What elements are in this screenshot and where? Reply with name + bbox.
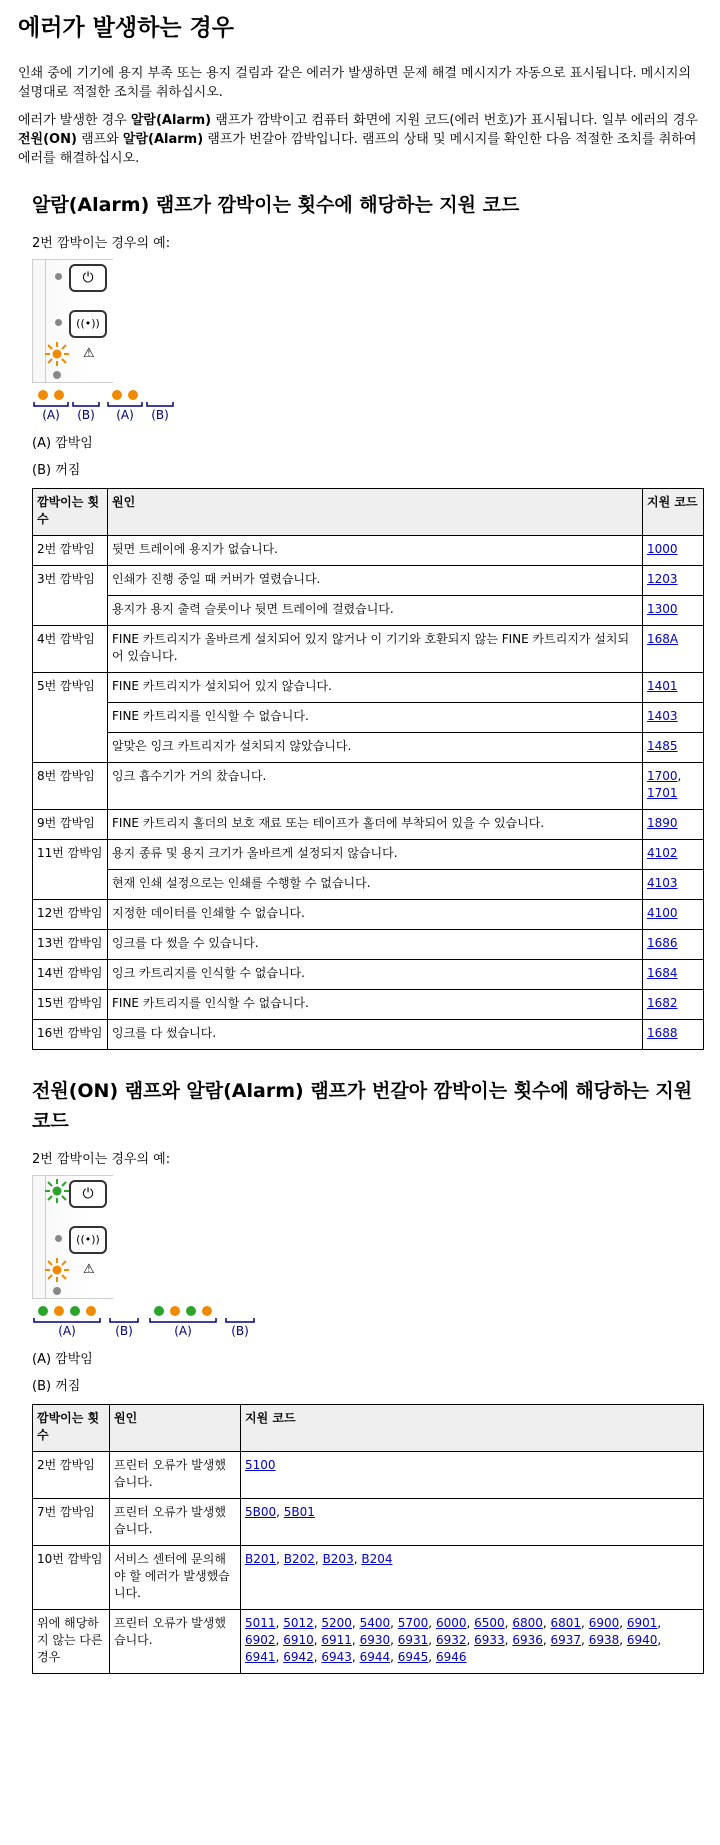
table-row [33, 673, 704, 703]
cause-cell: 용지가 용지 출력 슬롯이나 뒷면 트레이에 걸렸습니다. [108, 596, 643, 626]
support-code-link[interactable]: 1485 [647, 739, 678, 753]
table-row [33, 1020, 704, 1050]
column-header: 원인 [110, 1405, 241, 1452]
bracket-a [34, 1318, 100, 1322]
warning-icon: ⚠ [83, 346, 95, 361]
bracket-b [73, 402, 99, 406]
blink-count-cell: 3번 깜박임 [33, 566, 108, 626]
intro-text: 에러가 발생한 경우 [18, 113, 131, 128]
support-code-link[interactable]: 5012 [283, 1616, 314, 1630]
bracket-a [108, 402, 142, 406]
cause-cell: FINE 카트리지를 인식할 수 없습니다. [108, 990, 643, 1020]
green-led-dot [38, 1306, 48, 1316]
power-indicator-dot [55, 273, 62, 280]
table-row [33, 536, 704, 566]
table-row [33, 763, 704, 810]
example-caption: 2번 깜박이는 경우의 예: [32, 1152, 171, 1167]
support-code-cell [643, 960, 704, 990]
support-code-link[interactable]: 6938 [588, 1633, 620, 1647]
support-code-link[interactable]: 6933 [474, 1633, 505, 1647]
blink-count-cell: 9번 깜박임 [33, 810, 108, 840]
wifi-indicator-dot [55, 1235, 62, 1242]
support-code-link[interactable]: B202 [283, 1552, 315, 1566]
section-alarm [18, 232, 702, 1050]
blink-label: (B) [151, 408, 169, 422]
support-code-link[interactable]: 1701 [647, 786, 678, 800]
table-row [33, 930, 704, 960]
support-code-link[interactable]: 1688 [647, 1026, 678, 1040]
blink-count-cell: 5번 깜박임 [33, 673, 108, 763]
power-alarm-support-code-table [32, 1404, 704, 1674]
cause-cell: 서비스 센터에 문의해야 할 에러가 발생했습니다. [110, 1546, 241, 1610]
table-row [33, 990, 704, 1020]
support-code-cell: 5B00, 5B01 [241, 1499, 704, 1546]
intro-paragraph-2 [18, 111, 702, 168]
bracket-b [147, 402, 173, 406]
warning-icon: ⚠ [83, 1262, 95, 1277]
support-code-link[interactable]: 5400 [359, 1616, 391, 1630]
power-icon: ⏻ [69, 1180, 107, 1208]
green-led-dot [186, 1306, 196, 1316]
lower-indicator-dot [53, 371, 61, 379]
page-title: 에러가 발생하는 경우 [18, 15, 234, 41]
cause-cell: 뒷면 트레이에 용지가 없습니다. [108, 536, 643, 566]
blink-count-cell: 10번 깜박임 [33, 1546, 110, 1610]
blink-count-cell: 13번 깜박임 [33, 930, 108, 960]
support-code-link[interactable]: 6000 [435, 1616, 467, 1630]
cause-cell: 프린터 오류가 발생했습니다. [110, 1452, 241, 1499]
blink-count-cell: 11번 깜박임 [33, 840, 108, 900]
table-row [33, 733, 704, 763]
column-header: 깜박이는 횟수 [33, 1405, 110, 1452]
support-code-cell [643, 536, 704, 566]
support-code-cell [643, 870, 704, 900]
intro-text: 램프가 번갈아 깜박입니다. 램프의 상태 및 메시지를 확인한 다음 적절한 조치를 취하여 에러를 해결하십시오. [18, 132, 697, 166]
section-heading-power-alarm: 전원(ON) 램프와 알람(Alarm) 램프가 번갈아 깜박이는 횟수에 해당하는 지원 코드 [32, 1080, 693, 1132]
table-row [33, 596, 704, 626]
table-row [33, 960, 704, 990]
support-code-link[interactable]: 1203 [647, 572, 678, 586]
cause-cell: FINE 카트리지가 올바르게 설치되어 있지 않거나 이 기기와 호환되지 않는 FINE 카트리지가 설치되어 있습니다. [108, 626, 643, 673]
support-code-cell [643, 733, 704, 763]
support-code-link[interactable]: 6937 [550, 1633, 582, 1647]
orange-led-dot [202, 1306, 212, 1316]
bracket-b [226, 1318, 254, 1322]
column-header: 원인 [108, 489, 643, 536]
blink-label: (B) [231, 1324, 249, 1338]
alarm-term: 알람(Alarm) [130, 113, 212, 128]
green-led-dot [154, 1306, 164, 1316]
table-row [33, 900, 704, 930]
column-header: 지원 코드 [643, 489, 704, 536]
table-row [33, 703, 704, 733]
blink-label: (B) [77, 408, 95, 422]
support-code-link[interactable]: 4102 [647, 846, 678, 860]
legend-blink: (A) 깜박임 [32, 436, 93, 451]
support-code-link[interactable]: 5100 [245, 1458, 276, 1472]
support-code-link[interactable]: 6946 [435, 1650, 467, 1664]
support-code-cell [643, 566, 704, 596]
cause-cell: 지정한 데이터를 인쇄할 수 없습니다. [108, 900, 643, 930]
bracket-b [110, 1318, 138, 1322]
blink-label: (A) [174, 1324, 192, 1338]
support-code-cell: 1700, 1701 [643, 763, 704, 810]
support-code-link[interactable]: 6900 [588, 1616, 620, 1630]
legend-blink: (A) 깜박임 [32, 1352, 93, 1367]
support-code-link[interactable]: 6943 [321, 1650, 352, 1664]
blink-label: (A) [42, 408, 60, 422]
support-code-link[interactable]: 6930 [359, 1633, 391, 1647]
section-heading-alarm: 알람(Alarm) 램프가 깜박이는 횟수에 해당하는 지원 코드 [32, 194, 520, 216]
table-row [33, 1610, 704, 1674]
support-code-link[interactable]: B201 [245, 1552, 277, 1566]
support-code-link[interactable]: 5200 [321, 1616, 352, 1630]
orange-led-dot [54, 390, 64, 400]
orange-led-dot [112, 390, 122, 400]
support-code-link[interactable]: 6910 [283, 1633, 314, 1647]
blink-pattern-diagram [32, 389, 702, 423]
support-code-link[interactable]: 6936 [512, 1633, 543, 1647]
alarm-term: 알람(Alarm) [122, 132, 204, 147]
support-code-link[interactable]: 6942 [283, 1650, 314, 1664]
support-code-cell [643, 930, 704, 960]
lower-indicator-dot [53, 1287, 61, 1295]
cause-cell: 용지 종류 및 용지 크기가 올바르게 설정되지 않습니다. [108, 840, 643, 870]
blink-count-cell: 12번 깜박임 [33, 900, 108, 930]
table-row [33, 870, 704, 900]
blink-count-cell: 7번 깜박임 [33, 1499, 110, 1546]
table-header-row [33, 489, 704, 536]
power-term: 전원(ON) [18, 132, 77, 147]
cause-cell: 잉크 흡수기가 거의 찼습니다. [108, 763, 643, 810]
cause-cell: FINE 카트리지 홀더의 보호 재료 또는 테이프가 홀더에 부착되어 있을 수 있습니다. [108, 810, 643, 840]
support-code-link[interactable]: 1684 [647, 966, 678, 980]
printer-panel-illustration [32, 1175, 113, 1299]
support-code-link[interactable]: 6944 [359, 1650, 391, 1664]
support-code-link[interactable]: 6931 [397, 1633, 429, 1647]
blink-count-cell: 위에 해당하지 않는 다른 경우 [33, 1610, 110, 1674]
legend-off: (B) 꺼짐 [32, 1379, 81, 1394]
support-code-link[interactable]: 168A [647, 632, 679, 646]
support-code-link[interactable]: 1300 [647, 602, 678, 616]
support-code-link[interactable]: B203 [322, 1552, 354, 1566]
support-code-link[interactable]: 6902 [245, 1633, 276, 1647]
support-code-cell [643, 900, 704, 930]
support-code-cell: 5011, 5012, 5200, 5400, 5700, 6000, 6500, 6800, 6801, 6900, 6901, 6902, 6910, 6911, 6930, 6931, 6932, 6933, 6936, 6937, 6938, 6940, 6941, 6942, 6943, 6944, 6945, 6946 [241, 1610, 704, 1674]
printer-panel-illustration [32, 259, 113, 383]
support-code-link[interactable]: 1700 [647, 769, 678, 783]
support-code-cell: B201, B202, B203, B204 [241, 1546, 704, 1610]
blink-count-cell: 15번 깜박임 [33, 990, 108, 1020]
alarm-support-code-table [32, 488, 704, 1050]
table-row [33, 1546, 704, 1610]
support-code-cell [643, 673, 704, 703]
blink-count-cell: 2번 깜박임 [33, 536, 108, 566]
support-code-link[interactable]: 5700 [397, 1616, 429, 1630]
blink-count-cell: 4번 깜박임 [33, 626, 108, 673]
blink-pattern-svg [32, 389, 192, 423]
bracket-a [34, 402, 68, 406]
intro-paragraph-1: 인쇄 중에 기기에 용지 부족 또는 용지 걸림과 같은 에러가 발생하면 문제 해결 메시지가 자동으로 표시됩니다. 메시지의 설명대로 적절한 조치를 취하십시오. [18, 66, 692, 100]
table-body [33, 1452, 704, 1674]
blink-count-cell: 2번 깜박임 [33, 1452, 110, 1499]
blink-count-cell: 8번 깜박임 [33, 763, 108, 810]
blink-pattern-diagram [32, 1305, 702, 1339]
alarm-lamp-blinking-icon [44, 341, 70, 367]
cause-cell: 알맞은 잉크 카트리지가 설치되지 않았습니다. [108, 733, 643, 763]
table-row [33, 1499, 704, 1546]
cause-cell: 잉크를 다 썼을 수 있습니다. [108, 930, 643, 960]
support-code-link[interactable]: 6945 [397, 1650, 429, 1664]
support-code-link[interactable]: 1890 [647, 816, 678, 830]
support-code-link[interactable]: 6941 [245, 1650, 276, 1664]
support-code-link[interactable]: 4103 [647, 876, 678, 890]
column-header: 지원 코드 [241, 1405, 704, 1452]
support-code-link[interactable]: 1682 [647, 996, 678, 1010]
cause-cell: 프린터 오류가 발생했습니다. [110, 1499, 241, 1546]
support-code-cell [643, 840, 704, 870]
wifi-icon: ((•)) [69, 1226, 107, 1254]
support-code-link[interactable]: 6911 [321, 1633, 352, 1647]
intro-text: 램프가 깜박이고 컴퓨터 화면에 지원 코드(에러 번호)가 표시됩니다. 일부 에러의 경우 [211, 113, 698, 128]
section-power-alarm [18, 1148, 702, 1674]
support-code-cell [643, 810, 704, 840]
support-code-cell [643, 703, 704, 733]
support-code-link[interactable]: 6500 [474, 1616, 505, 1630]
support-code-link[interactable]: 6901 [626, 1616, 658, 1630]
legend-off: (B) 꺼짐 [32, 463, 81, 478]
blink-pattern-svg [32, 1305, 262, 1339]
cause-cell: 현재 인쇄 설정으로는 인쇄를 수행할 수 없습니다. [108, 870, 643, 900]
support-code-link[interactable]: 6801 [550, 1616, 582, 1630]
table-header-row [33, 1405, 704, 1452]
orange-led-dot [128, 390, 138, 400]
table-row [33, 626, 704, 673]
support-code-link[interactable]: 5011 [245, 1616, 276, 1630]
cause-cell: 잉크를 다 썼습니다. [108, 1020, 643, 1050]
cause-cell: 프린터 오류가 발생했습니다. [110, 1610, 241, 1674]
orange-led-dot [54, 1306, 64, 1316]
support-code-link[interactable]: 6940 [626, 1633, 658, 1647]
support-code-cell [643, 626, 704, 673]
orange-led-dot [38, 390, 48, 400]
support-code-cell [643, 596, 704, 626]
column-header: 깜박이는 횟수 [33, 489, 108, 536]
blink-count-cell: 14번 깜박임 [33, 960, 108, 990]
support-code-link[interactable]: 6932 [435, 1633, 467, 1647]
support-code-link[interactable]: B204 [361, 1552, 393, 1566]
support-code-cell [241, 1452, 704, 1499]
orange-led-dot [86, 1306, 96, 1316]
orange-led-dot [170, 1306, 180, 1316]
wifi-icon: ((•)) [69, 310, 107, 338]
cause-cell: FINE 카트리지를 인식할 수 없습니다. [108, 703, 643, 733]
table-body [33, 536, 704, 1050]
support-code-link[interactable]: 4100 [647, 906, 678, 920]
power-lamp-blinking-icon [44, 1178, 70, 1204]
support-code-link[interactable]: 1000 [647, 542, 678, 556]
bracket-a [150, 1318, 216, 1322]
alarm-lamp-blinking-icon [44, 1257, 70, 1283]
support-code-link[interactable]: 5B01 [283, 1505, 315, 1519]
example-caption: 2번 깜박이는 경우의 예: [32, 236, 171, 251]
support-code-link[interactable]: 1403 [647, 709, 678, 723]
table-row [33, 1452, 704, 1499]
cause-cell: 잉크 카트리지를 인식할 수 없습니다. [108, 960, 643, 990]
table-row [33, 810, 704, 840]
wifi-indicator-dot [55, 319, 62, 326]
blink-label: (A) [116, 408, 134, 422]
support-code-link[interactable]: 1686 [647, 936, 678, 950]
intro-text: 램프와 [76, 132, 123, 147]
blink-label: (A) [58, 1324, 76, 1338]
cause-cell: 인쇄가 진행 중일 때 커버가 열렸습니다. [108, 566, 643, 596]
support-code-cell [643, 990, 704, 1020]
support-code-link[interactable]: 6800 [512, 1616, 543, 1630]
cause-cell: FINE 카트리지가 설치되어 있지 않습니다. [108, 673, 643, 703]
green-led-dot [70, 1306, 80, 1316]
support-code-link[interactable]: 1401 [647, 679, 678, 693]
blink-label: (B) [115, 1324, 133, 1338]
table-row [33, 840, 704, 870]
support-code-cell [643, 1020, 704, 1050]
table-row [33, 566, 704, 596]
support-code-link[interactable]: 5B00 [245, 1505, 277, 1519]
blink-count-cell: 16번 깜박임 [33, 1020, 108, 1050]
power-icon: ⏻ [69, 264, 107, 292]
